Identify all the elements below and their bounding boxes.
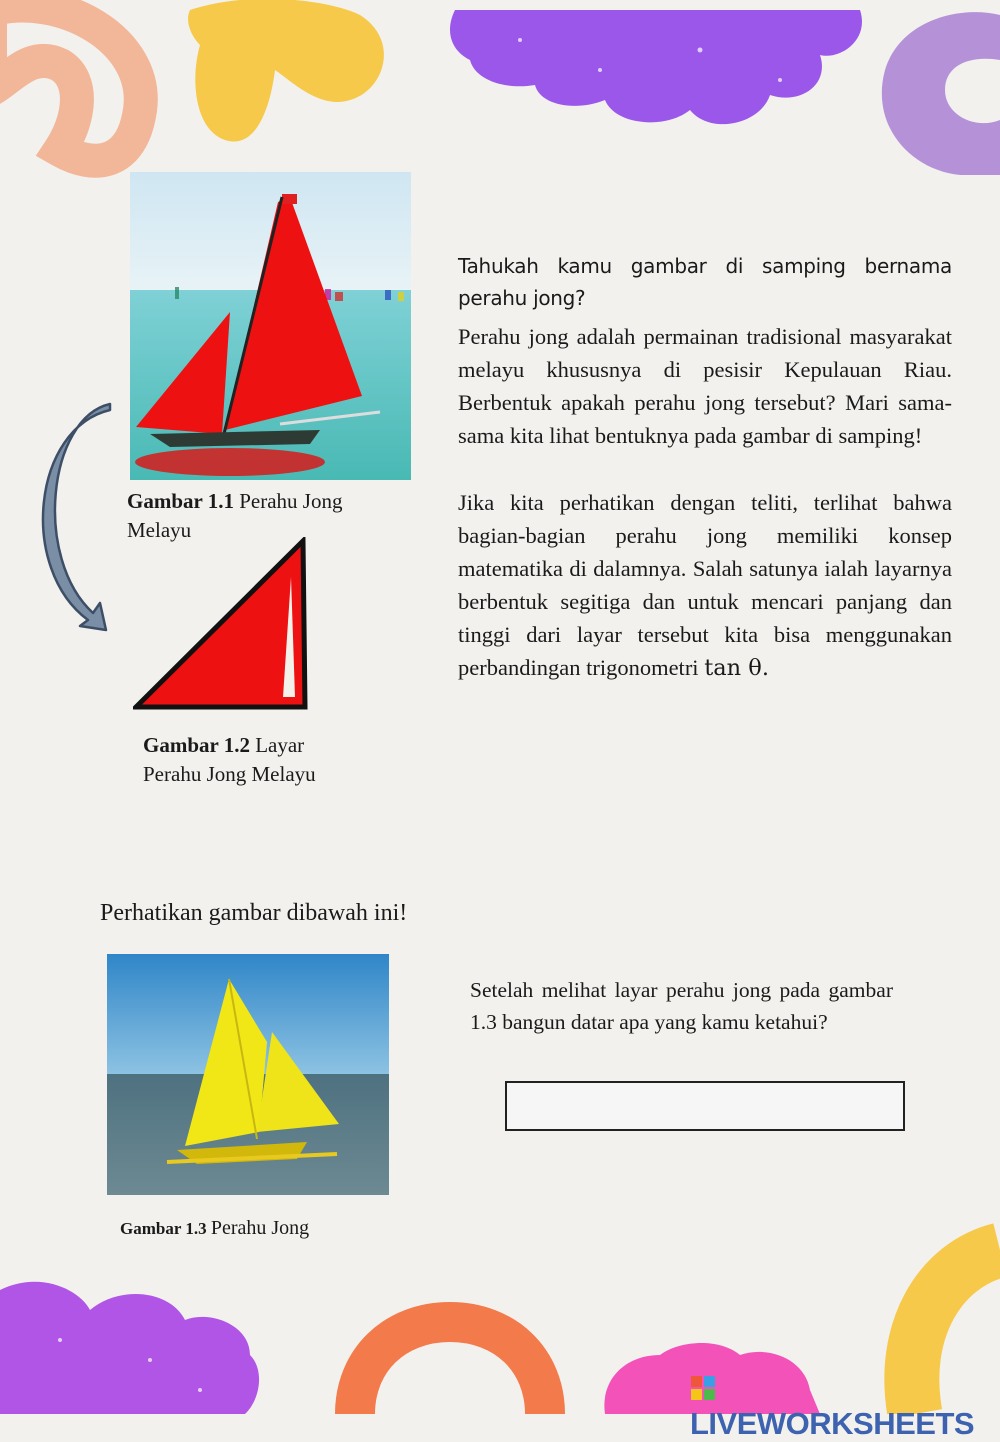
section2-question: Setelah melihat layar perahu jong pada gambar 1.3 bangun datar apa yang kamu ketahui?: [470, 978, 893, 1034]
figure-1-1-text: Perahu Jong Melayu: [127, 489, 343, 542]
purple-blob-shape: [450, 10, 862, 124]
intro-paragraph-2-text: Jika kita perhatikan dengan teliti, terlihat bahwa bagian-bagian perahu jong memiliki konsep matematika di dalamnya. Salah satunya ialah layarnya berbentuk segitiga dan untuk mencari panjang dan tinggi dari layar tersebut kita bisa menggunakan perbandingan trigonometri: [458, 490, 952, 680]
liveworksheets-logo: [690, 1370, 1000, 1442]
yellow-petal-shape: [188, 0, 384, 142]
figure-1-2-caption: [143, 731, 353, 789]
orange-arc-shape: [355, 1322, 545, 1414]
brand-name: LIVEWORKSHEETS: [690, 1406, 975, 1441]
purple-swirl-shape: [882, 12, 1000, 175]
section2-instruction: Perhatikan gambar dibawah ini!: [100, 900, 408, 926]
figure-1-2-label: Gambar 1.2: [143, 733, 250, 757]
figure-1-3-caption: [120, 1214, 309, 1243]
intro-paragraph-2: [458, 486, 952, 685]
figure-1-2-text: Layar Perahu Jong Melayu: [143, 733, 316, 786]
figure-1-3-label: Gambar 1.3: [120, 1219, 207, 1238]
figure-1-3-photo: [107, 954, 389, 1195]
peach-ring-shape: [0, 6, 141, 161]
figure-1-2-triangle: [133, 537, 309, 710]
tan-theta-term: tan θ.: [704, 655, 769, 681]
intro-heading: Tahukah kamu gambar di samping bernama perahu jong?: [458, 254, 952, 310]
answer-input[interactable]: [505, 1081, 905, 1131]
figure-1-3-text: Perahu Jong: [210, 1217, 310, 1239]
figure-1-1-label: Gambar 1.1: [127, 489, 234, 513]
figure-1-1-photo: [130, 172, 411, 480]
intro-paragraph-1: Perahu jong adalah permainan tradisional masyarakat melayu khususnya di pesisir Kepulauan Riau. Berbentuk apakah perahu jong tersebut? Mari sama-sama kita lihat bentuknya pada gambar di samping!: [458, 324, 952, 448]
liveworksheets-logo-icon: [690, 1375, 716, 1401]
curved-arrow-icon: [38, 398, 118, 633]
bottom-purple-blob-shape: [0, 1282, 259, 1414]
